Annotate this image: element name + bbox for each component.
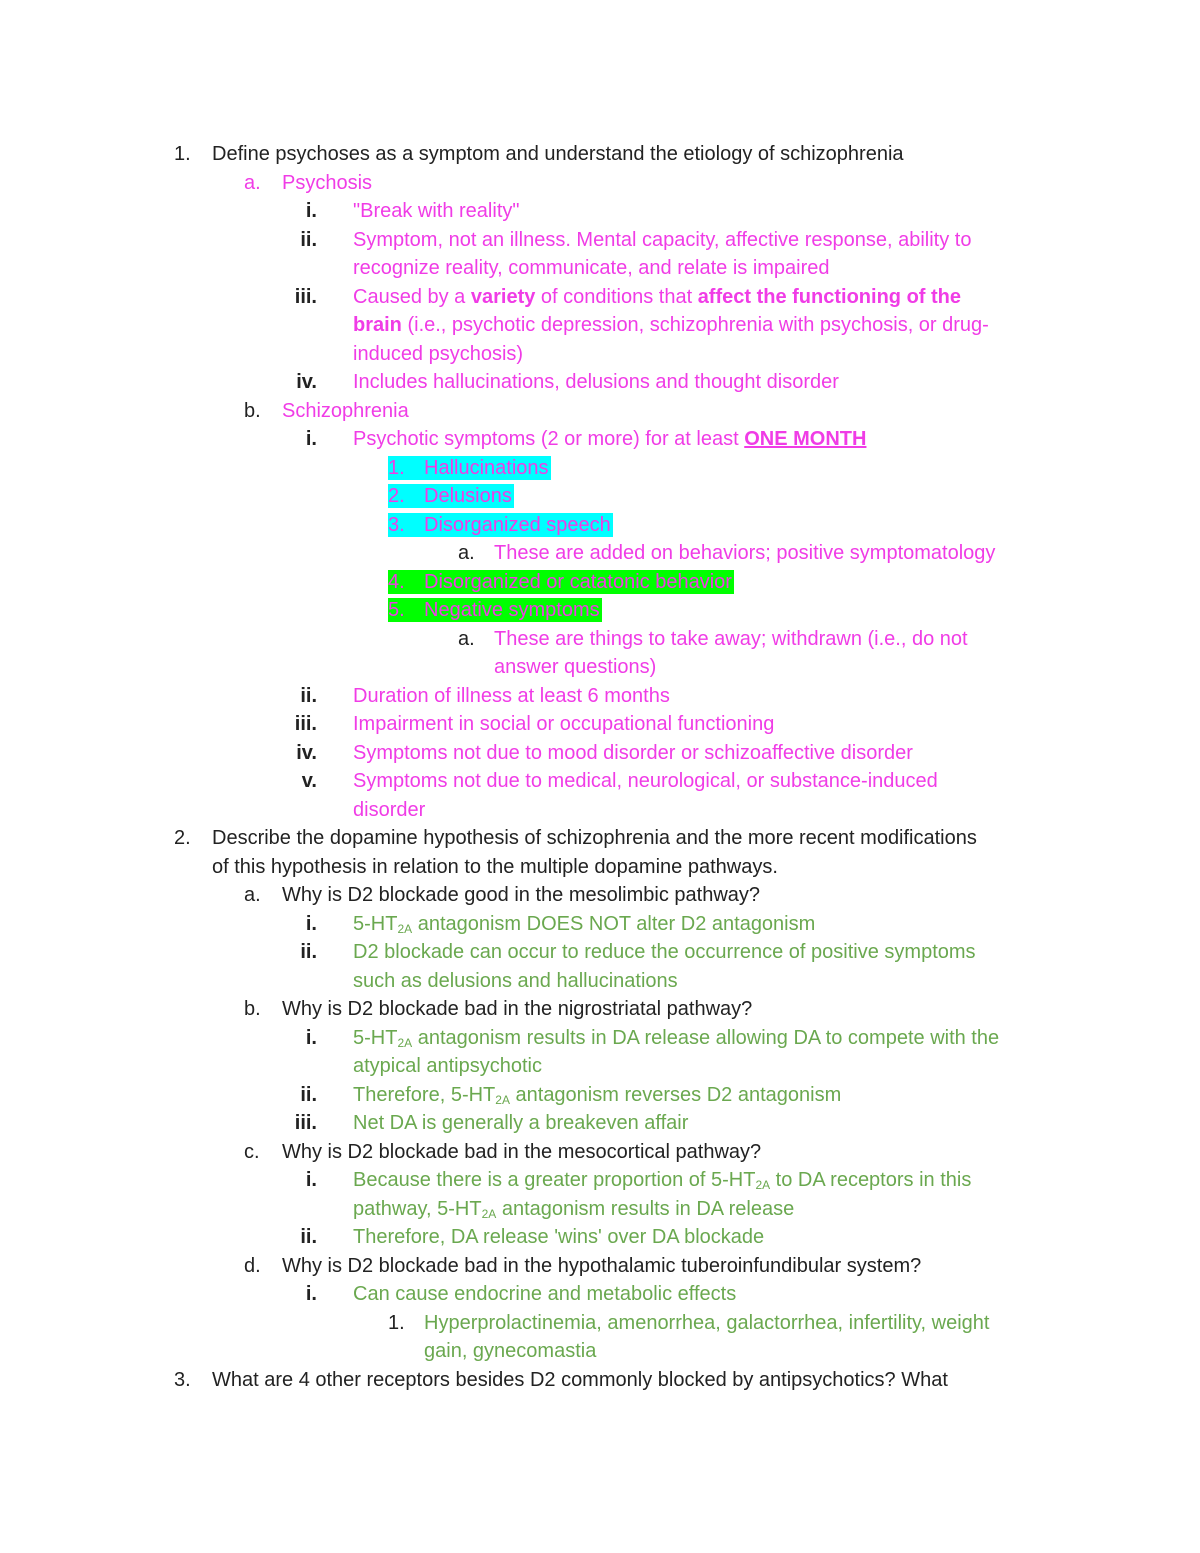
roman-numeral: iii. bbox=[294, 713, 317, 735]
list-item bbox=[0, 1280, 1200, 1309]
list-item bbox=[0, 767, 1200, 796]
item-text: Impairment in social or occupational functioning bbox=[353, 713, 775, 735]
subheading-text: Psychosis bbox=[282, 171, 373, 194]
list-number: 3. bbox=[174, 1368, 191, 1391]
list-letter: a. bbox=[458, 627, 475, 650]
roman-numeral: i. bbox=[305, 200, 317, 222]
roman-numeral: i. bbox=[305, 1283, 317, 1305]
list-item bbox=[0, 197, 1200, 226]
item-text: induced psychosis) bbox=[353, 342, 524, 365]
subquestion bbox=[0, 1252, 1200, 1281]
list-item bbox=[0, 425, 1200, 454]
roman-numeral: iv. bbox=[296, 741, 317, 764]
roman-numeral: iv. bbox=[296, 371, 317, 393]
roman-numeral: i. bbox=[305, 1026, 317, 1049]
item-text: $5-HT_{2A}$ antagonism DOES NOT alter D2 antagonism bbox=[353, 912, 816, 936]
list-item bbox=[0, 1024, 1200, 1053]
roman-numeral: i. bbox=[305, 428, 317, 450]
question-2 bbox=[0, 824, 1200, 853]
symptom-item bbox=[0, 596, 1200, 625]
roman-numeral: ii. bbox=[300, 941, 317, 963]
list-letter: a. bbox=[244, 171, 261, 194]
list-letter: b. bbox=[244, 998, 261, 1020]
highlighted-text: 1. Hallucinations bbox=[388, 456, 549, 479]
subquestion-text: Why is D2 blockade bad in the nigrostriatal pathway? bbox=[282, 998, 753, 1020]
emphasis-one-month: ONE MONTH bbox=[744, 428, 867, 450]
list-item bbox=[0, 710, 1200, 739]
highlighted-text: 3. Disorganized speech bbox=[388, 513, 611, 536]
list-letter: a. bbox=[244, 884, 261, 906]
roman-numeral: i. bbox=[305, 912, 317, 935]
subheading-text: Schizophrenia bbox=[282, 399, 409, 422]
item-text: Symptoms not due to medical, neurological, or substance-induced bbox=[353, 770, 938, 792]
item-text: such as delusions and hallucinations bbox=[353, 969, 678, 992]
subheading-schizophrenia bbox=[0, 397, 1200, 426]
list-item-continued bbox=[0, 1337, 1200, 1366]
list-item bbox=[0, 1223, 1200, 1252]
symptom-item bbox=[0, 482, 1200, 511]
list-item-continued bbox=[0, 1052, 1200, 1081]
question-text: Define psychoses as a symptom and understand the etiology of schizophrenia bbox=[212, 143, 904, 165]
list-number: 2. bbox=[174, 827, 191, 849]
list-item-continued bbox=[0, 653, 1200, 682]
list-letter: b. bbox=[244, 399, 261, 422]
list-item-continued bbox=[0, 340, 1200, 369]
item-text: recognize reality, communicate, and relate is impaired bbox=[353, 257, 830, 279]
list-number: 1. bbox=[174, 143, 191, 165]
highlighted-text: 4. Disorganized or catatonic behavior bbox=[388, 570, 732, 593]
item-text: Symptoms not due to mood disorder or schizoaffective disorder bbox=[353, 741, 913, 764]
list-item bbox=[0, 1081, 1200, 1110]
subquestion bbox=[0, 881, 1200, 910]
roman-numeral: i. bbox=[305, 1169, 317, 1191]
roman-numeral: ii. bbox=[300, 684, 317, 707]
item-text: Net DA is generally a breakeven affair bbox=[353, 1112, 689, 1134]
subquestion bbox=[0, 1138, 1200, 1167]
item-text: atypical antipsychotic bbox=[353, 1055, 542, 1077]
item-text: Therefore, $5-HT_{2A}$ antagonism reverses D2 antagonism bbox=[353, 1083, 842, 1107]
item-text: Caused by a variety of conditions that affect the functioning of the bbox=[353, 285, 961, 308]
subquestion-text: Why is D2 blockade bad in the mesocortical pathway? bbox=[282, 1140, 762, 1163]
symptom-item bbox=[0, 511, 1200, 540]
list-item bbox=[0, 368, 1200, 397]
question-text: of this hypothesis in relation to the multiple dopamine pathways. bbox=[212, 855, 778, 878]
list-item-continued bbox=[0, 1195, 1200, 1224]
item-text: Hyperprolactinemia, amenorrhea, galactorrhea, infertility, weight bbox=[424, 1311, 990, 1334]
question-text: Describe the dopamine hypothesis of schizophrenia and the more recent modifications bbox=[212, 827, 977, 849]
list-item bbox=[0, 539, 1200, 568]
list-item bbox=[0, 910, 1200, 939]
list-item-continued bbox=[0, 796, 1200, 825]
item-text: These are added on behaviors; positive symptomatology bbox=[494, 542, 996, 564]
question-text: What are 4 other receptors besides D2 commonly blocked by antipsychotics? What bbox=[212, 1368, 948, 1391]
item-text: Can cause endocrine and metabolic effects bbox=[353, 1283, 737, 1305]
item-text: Therefore, DA release 'wins' over DA blockade bbox=[353, 1226, 765, 1248]
item-text: D2 blockade can occur to reduce the occurrence of positive symptoms bbox=[353, 941, 976, 963]
item-text: brain (i.e., psychotic depression, schizophrenia with psychosis, or drug- bbox=[353, 314, 989, 336]
item-text: gain, gynecomastia bbox=[424, 1340, 597, 1362]
roman-numeral: iii. bbox=[294, 285, 317, 308]
question-2-continued bbox=[0, 853, 1200, 882]
list-item bbox=[0, 1166, 1200, 1195]
question-1 bbox=[0, 140, 1200, 169]
question-3 bbox=[0, 1366, 1200, 1395]
item-text: These are things to take away; withdrawn (i.e., do not bbox=[494, 627, 968, 650]
subquestion-text: Why is D2 blockade bad in the hypothalamic tuberoinfundibular system? bbox=[282, 1254, 922, 1277]
roman-numeral: v. bbox=[301, 770, 317, 792]
roman-numeral: iii. bbox=[294, 1112, 317, 1134]
list-item-continued bbox=[0, 311, 1200, 340]
list-item bbox=[0, 625, 1200, 654]
item-text: Includes hallucinations, delusions and thought disorder bbox=[353, 371, 839, 393]
list-item bbox=[0, 283, 1200, 312]
item-text: answer questions) bbox=[494, 656, 657, 678]
list-item bbox=[0, 739, 1200, 768]
item-text: $5-HT_{2A}$ antagonism results in DA release allowing DA to compete with the bbox=[353, 1026, 1000, 1050]
list-number: 1. bbox=[388, 1311, 405, 1334]
item-text: "Break with reality" bbox=[353, 200, 520, 222]
item-text: Psychotic symptoms (2 or more) for at least ONE MONTH bbox=[353, 428, 867, 450]
roman-numeral: ii. bbox=[300, 1083, 317, 1106]
list-item bbox=[0, 226, 1200, 255]
subheading-psychosis bbox=[0, 169, 1200, 198]
list-letter: a. bbox=[458, 542, 475, 564]
symptom-item bbox=[0, 568, 1200, 597]
list-letter: c. bbox=[244, 1140, 260, 1163]
item-text: disorder bbox=[353, 798, 426, 821]
list-letter: d. bbox=[244, 1254, 261, 1277]
list-item-continued bbox=[0, 254, 1200, 283]
highlighted-text: 5. Negative symptoms bbox=[388, 599, 600, 621]
symptom-item bbox=[0, 454, 1200, 483]
item-text: Because there is a greater proportion of $5-HT_{2A}$ to DA receptors in this bbox=[353, 1169, 972, 1192]
roman-numeral: ii. bbox=[300, 1226, 317, 1248]
list-item bbox=[0, 682, 1200, 711]
list-item bbox=[0, 1109, 1200, 1138]
item-text: Duration of illness at least 6 months bbox=[353, 684, 670, 707]
item-text: pathway, $5-HT_{2A}$ antagonism results in DA release bbox=[353, 1197, 795, 1221]
list-item bbox=[0, 938, 1200, 967]
item-text: Symptom, not an illness. Mental capacity, affective response, ability to bbox=[353, 228, 972, 251]
list-item bbox=[0, 1309, 1200, 1338]
subquestion-text: Why is D2 blockade good in the mesolimbic pathway? bbox=[282, 884, 761, 906]
highlighted-text: 2. Delusions bbox=[388, 485, 512, 507]
list-item-continued bbox=[0, 967, 1200, 996]
subquestion bbox=[0, 995, 1200, 1024]
document-page bbox=[0, 140, 1200, 1394]
roman-numeral: ii. bbox=[300, 228, 317, 251]
